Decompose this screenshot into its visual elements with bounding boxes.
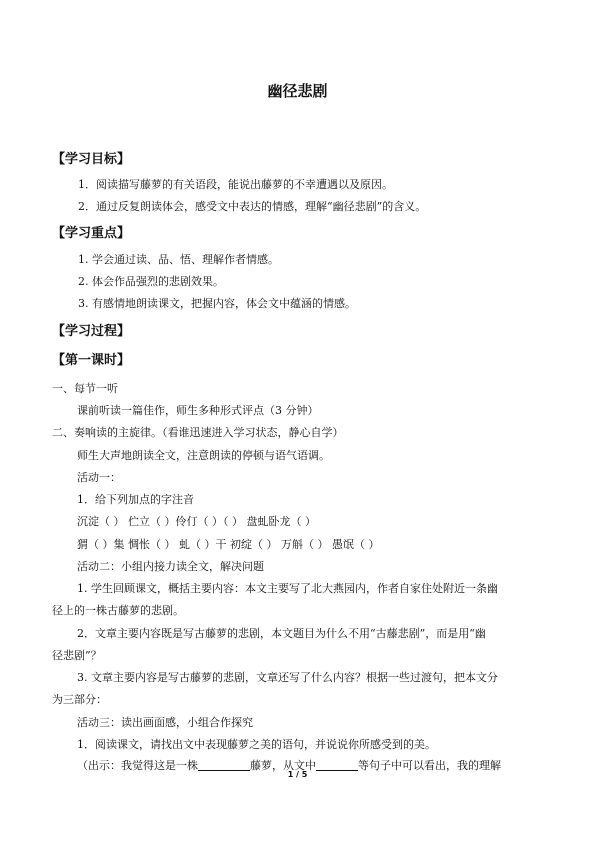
body-line-3: 二、奏响读的主旋律。（看谁迅速进入学习状态，静心自学） xyxy=(52,426,344,439)
keypoint-item-1: 1. 学会通过读、品、悟、理解作者情感。 xyxy=(78,253,279,266)
body-line-13: 径悲剧”？ xyxy=(52,649,102,662)
body-line-12: 2．文章主要内容既是写古藤萝的悲剧，本文题目为什么不用“古藤悲剧”，而是用“幽 xyxy=(77,627,486,640)
page-number: 1 / 5 xyxy=(287,770,308,779)
body-line-9: 活动二：小组内接力读全文，解决问题 xyxy=(77,560,264,573)
body-line-6: 1．给下列加点的字注音 xyxy=(77,493,194,506)
body-line-11: 径上的一株古藤萝的悲剧。 xyxy=(52,604,184,617)
body-line-14: 3. 文章主要内容是写古藤萝的悲剧，文章还写了什么内容？根据一些过渡句，把本文分 xyxy=(77,671,498,684)
document-title: 幽径悲剧 xyxy=(267,82,328,100)
body-line-15: 为三部分： xyxy=(52,693,107,706)
body-line-16: 活动三：读出画面感，小组合作探究 xyxy=(77,716,253,729)
section-heading-goals: 【学习目标】 xyxy=(52,152,131,167)
section-heading-process: 【学习过程】 xyxy=(52,324,131,339)
body-line-4: 师生大声地朗读全文，注意朗读的停顿与语气语调。 xyxy=(77,449,330,462)
body-line-1: 一、每节一听 xyxy=(52,382,118,395)
body-line-10: 1. 学生回顾课文，概括主要内容：本文主要写了北大燕园内，作者自家住处附近一条幽 xyxy=(77,582,498,595)
section-heading-keypoints: 【学习重点】 xyxy=(52,226,131,241)
fill-in-text-2: 藤萝，从文中 xyxy=(250,759,316,772)
fill-in-text-1: （出示：我觉得这是一株 xyxy=(77,759,198,772)
section-heading-lesson1: 【第一课时】 xyxy=(52,353,131,368)
goal-item-2: 2．通过反复朗读体会，感受文中表达的情感，理解“幽径悲剧”的含义。 xyxy=(78,200,427,213)
pinyin-row-1: 沉淀（ ） 伫立（ ）伶仃（ ）（ ） 盘虬卧龙（ ） xyxy=(77,515,316,528)
pinyin-row-2: 猬（ ）集 惆怅（ ） 虬（ ）干 初绽（ ） 万斛（ ） 愚氓（ ） xyxy=(77,538,380,551)
goal-item-1: 1．阅读描写藤萝的有关语段，能说出藤萝的不幸遭遇以及原因。 xyxy=(78,178,393,191)
body-line-2: 课前听读一篇佳作，师生多种形式评点（3 分钟） xyxy=(77,404,319,417)
keypoint-item-3: 3. 有感情地朗读课文，把握内容，体会文中蕴涵的情感。 xyxy=(78,297,356,310)
keypoint-item-2: 2. 体会作品强烈的悲剧效果。 xyxy=(78,275,224,288)
body-line-5: 活动一： xyxy=(77,471,121,484)
fill-in-text-3: 等句子中可以看出，我的理解 xyxy=(358,759,501,772)
body-line-17: 1．阅读课文，请找出文中表现藤萝之美的语句，并说说你所感受到的美。 xyxy=(77,738,436,751)
